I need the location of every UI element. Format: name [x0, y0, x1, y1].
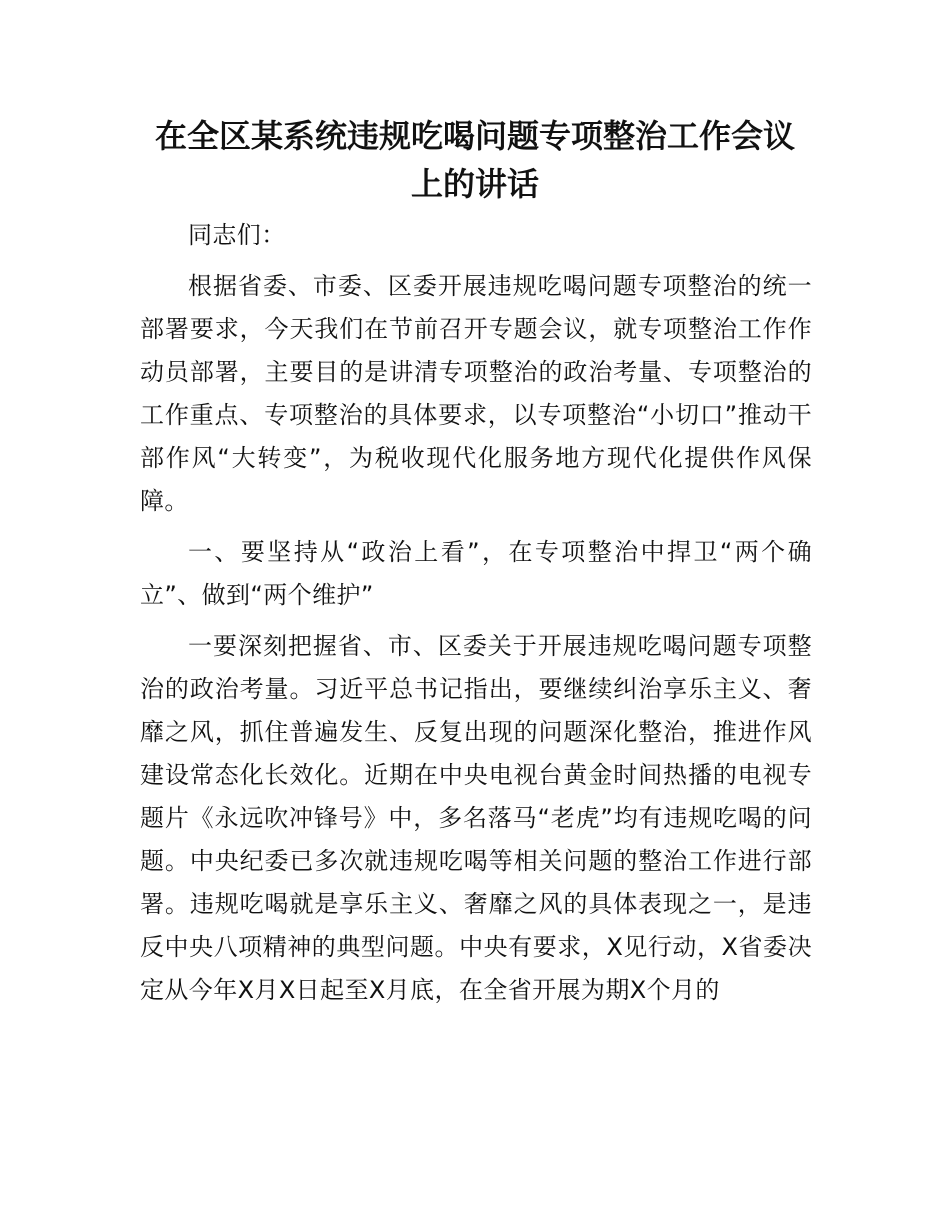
- intro-paragraph: 根据省委、市委、区委开展违规吃喝问题专项整治的统一部署要求，今天我们在节前召开专题会议，就专项整治工作作动员部署，主要目的是讲清专项整治的政治考量、专项整治的工作重点、专项整治的具体要求，以专项整治“小切口”推动干部作风“大转变”，为税收现代化服务地方现代化提供作风保障。: [140, 272, 812, 515]
- document-body: [140, 214, 812, 1020]
- salutation-paragraph: 同志们：: [188, 221, 286, 249]
- section-heading-1: 一、要坚持从“政治上看”，在专项整治中捍卫“两个确立”、做到“两个维护”: [140, 538, 812, 609]
- body-paragraph-1: 一要深刻把握省、市、区委关于开展违规吃喝问题专项整治的政治考量。习近平总书记指出，要继续纠治享乐主义、奢靡之风，抓住普遍发生、反复出现的问题深化整治，推进作风建设常态化长效化。近期在中央电视台黄金时间热播的电视专题片《永远吹冲锋号》中，多名落马“老虎”均有违规吃喝的问题。中央纪委已多次就违规吃喝等相关问题的整治工作进行部署。违规吃喝就是享乐主义、奢靡之风的具体表现之一，是违反中央八项精神的典型问题。中央有要求，X见行动，X省委决定从今年X月X日起至X月底，在全省开展为期X个月的: [140, 632, 812, 1004]
- document-title: 在全区某系统违规吃喝问题专项整治工作会议上的讲话: [154, 117, 795, 203]
